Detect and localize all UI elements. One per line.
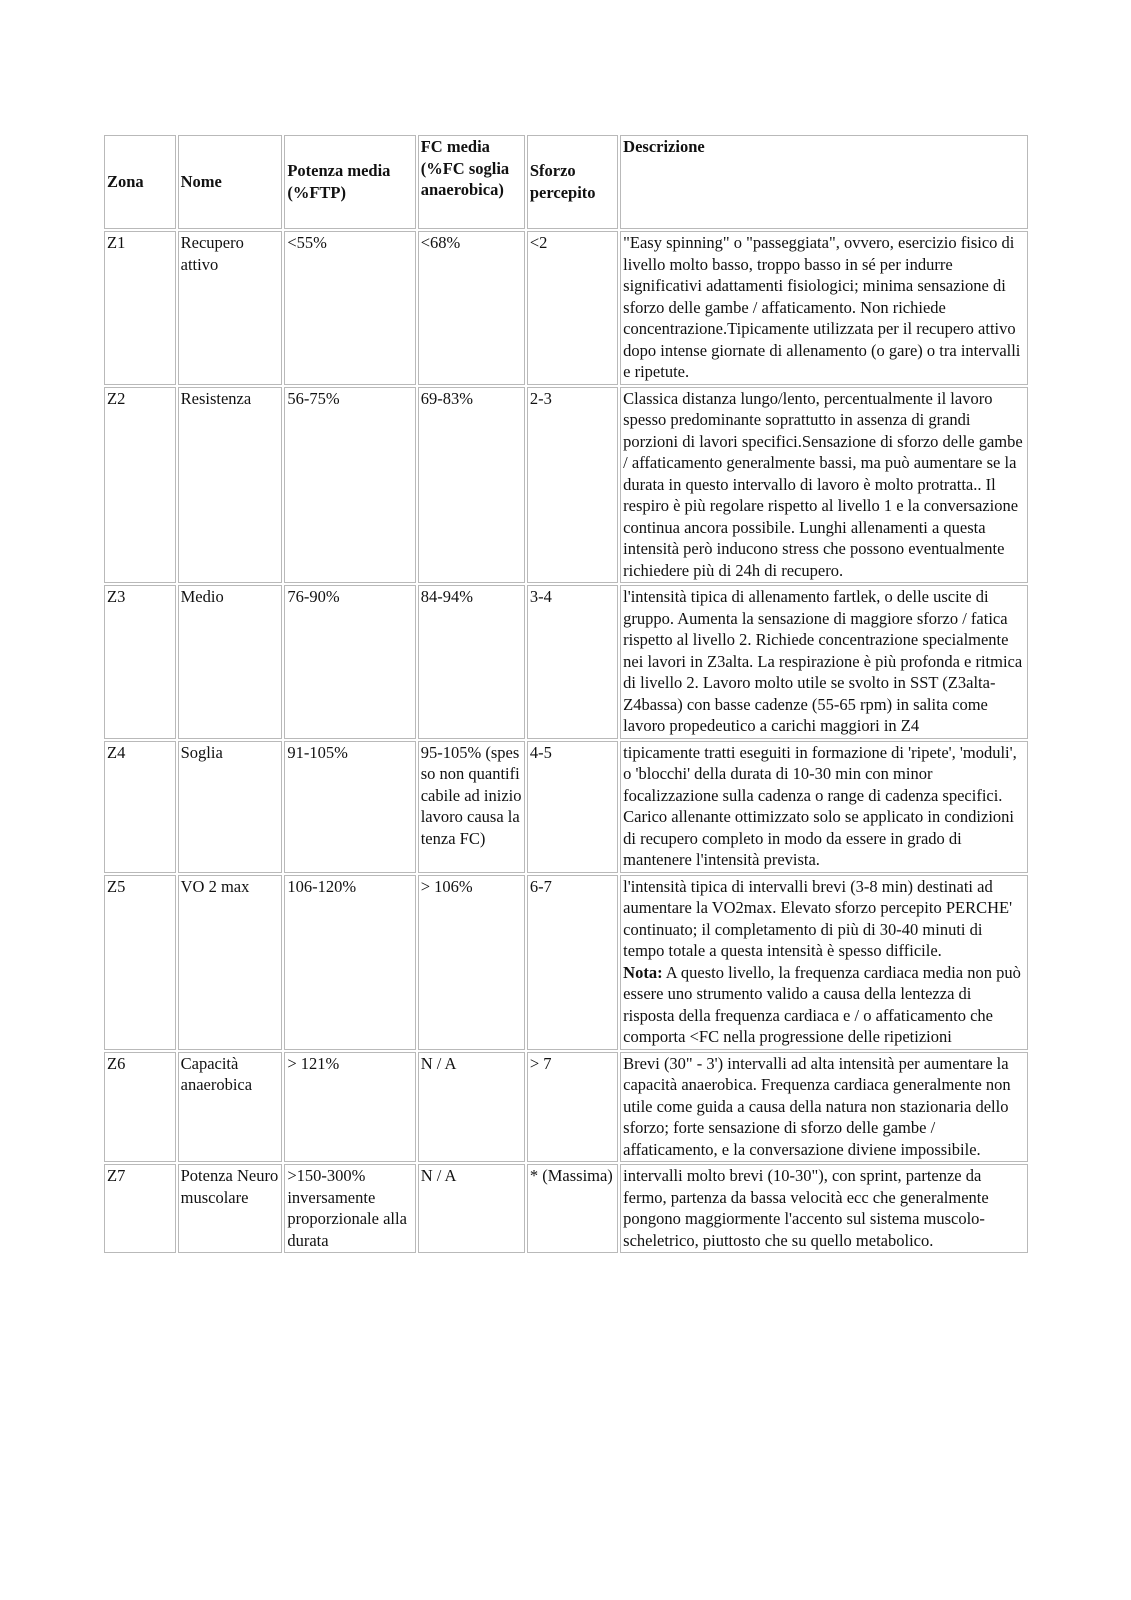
cell-fc: N / A (418, 1052, 525, 1163)
header-descrizione: Descrizione (620, 135, 1028, 229)
cell-zona: Z2 (104, 387, 176, 584)
cell-fc: 84-94% (418, 585, 525, 739)
cell-potenza: >150-300% inversamente proporzionale alla durata (284, 1164, 415, 1253)
header-potenza: Potenza media (%FTP) (284, 135, 415, 229)
cell-descrizione: intervalli molto brevi (10-30"), con sprint, partenze da fermo, partenza da bassa velocità ecc che generalmente pongono maggiormente l'accento sul sistema muscolo-scheletrico, piuttosto che su quello metabolico. (620, 1164, 1028, 1253)
descrizione-text: l'intensità tipica di intervalli brevi (3-8 min) destinati ad aumentare la VO2max. Elevato sforzo percepito PERCHE' continuato; il completamento di più di 30-40 minuti di tempo totale a questa intensità è spesso difficile. (623, 876, 1013, 960)
cell-sforzo: > 7 (527, 1052, 618, 1163)
cell-zona: Z3 (104, 585, 176, 739)
cell-zona: Z7 (104, 1164, 176, 1253)
cell-potenza: 106-120% (284, 875, 415, 1050)
cell-descrizione: "Easy spinning" o "passeggiata", ovvero, esercizio fisico di livello molto basso, troppo basso in sé per indurre significativi adattamenti fisiologici; minima sensazione di sforzo delle gambe / affaticamento. Non richiede concentrazione.Tipicamente utilizzata per il recupero attivo dopo intense giornate di allenamento (o gare) o tra intervalli e ripetute. (620, 231, 1028, 385)
cell-sforzo: * (Massima) (527, 1164, 618, 1253)
cell-potenza: 56-75% (284, 387, 415, 584)
cell-sforzo: 4-5 (527, 741, 618, 873)
header-zona: Zona (104, 135, 176, 229)
cell-nome: Recupero attivo (178, 231, 283, 385)
cell-descrizione: tipicamente tratti eseguiti in formazione di 'ripete', 'moduli', o 'blocchi' della durata di 10-30 min con minor focalizzazione sulla cadenza o range di cadenza specifici. Carico allenante ottimizzato solo se applicato in condizioni di recupero completo in modo da essere in grado di mantenere l'intensità prevista. (620, 741, 1028, 873)
cell-zona: Z1 (104, 231, 176, 385)
cell-descrizione: Classica distanza lungo/lento, percentualmente il lavoro spesso predominante soprattutto in assenza di grandi porzioni di lavori specifici.Sensazione di sforzo delle gambe / affaticamento generalmente bassi, ma può aumentare se la durata in questo intervallo di lavoro è molto protratta.. Il respiro è più regolare rispetto al livello 1 e la conversazione continua ancora possibile. Lunghi allenamenti a questa intensità però inducono stress che possono eventualmente richiedere più di 24h di recupero. (620, 387, 1028, 584)
cell-nome: Medio (178, 585, 283, 739)
cell-descrizione (620, 875, 1028, 1050)
cell-nome: Soglia (178, 741, 283, 873)
cell-fc: 69-83% (418, 387, 525, 584)
cell-sforzo: <2 (527, 231, 618, 385)
cell-zona: Z6 (104, 1052, 176, 1163)
table-row (104, 875, 1028, 1050)
header-sforzo: Sforzo percepito (527, 135, 618, 229)
table-row (104, 741, 1028, 873)
table-row (104, 585, 1028, 739)
cell-fc: <68% (418, 231, 525, 385)
nota-line (623, 962, 1025, 1048)
header-row (104, 135, 1028, 229)
cell-nome: VO 2 max (178, 875, 283, 1050)
cell-potenza: 76-90% (284, 585, 415, 739)
cell-sforzo: 3-4 (527, 585, 618, 739)
cell-fc: N / A (418, 1164, 525, 1253)
cell-zona: Z4 (104, 741, 176, 873)
cell-nome: Potenza Neuromuscolare (178, 1164, 283, 1253)
cell-descrizione: Brevi (30" - 3') intervalli ad alta intensità per aumentare la capacità anaerobica. Frequenza cardiaca generalmente non utile come guida a causa della natura non stazionaria dello sforzo; forte sensazione di sforzo delle gambe / affaticamento, e la conversazione diviene impossibile. (620, 1052, 1028, 1163)
table-row (104, 1052, 1028, 1163)
nota-label: Nota: (623, 962, 663, 982)
nota-text: A questo livello, la frequenza cardiaca media non può essere uno strumento valido a causa della lentezza di risposta della frequenza cardiaca e / o affaticamento che comporta <FC nella progressione delle ripetizioni (623, 962, 1021, 1046)
cell-descrizione: l'intensità tipica di allenamento fartlek, o delle uscite di gruppo. Aumenta la sensazione di maggiore sforzo / fatica rispetto al livello 2. Richiede concentrazione specialmente nei lavori in Z3alta. La respirazione è più profonda e ritmica di livello 2. Lavoro molto utile se svolto in SST (Z3alta-Z4bassa) con basse cadenze (55-65 rpm) in salita come lavoro propedeutico a carichi maggiori in Z4 (620, 585, 1028, 739)
cell-sforzo: 6-7 (527, 875, 618, 1050)
cell-nome: Resistenza (178, 387, 283, 584)
cell-nome: Capacità anaerobica (178, 1052, 283, 1163)
zones-table (102, 133, 1030, 1255)
cell-fc: 95-105% (spesso non quantificabile ad inizio lavoro causa latenza FC) (418, 741, 525, 873)
cell-potenza: > 121% (284, 1052, 415, 1163)
cell-sforzo: 2-3 (527, 387, 618, 584)
cell-potenza: <55% (284, 231, 415, 385)
table-row (104, 231, 1028, 385)
table-row (104, 387, 1028, 584)
header-fc: FC media (%FC soglia anaerobica) (418, 135, 525, 229)
table-row (104, 1164, 1028, 1253)
header-nome: Nome (178, 135, 283, 229)
cell-potenza: 91-105% (284, 741, 415, 873)
cell-zona: Z5 (104, 875, 176, 1050)
cell-fc: > 106% (418, 875, 525, 1050)
